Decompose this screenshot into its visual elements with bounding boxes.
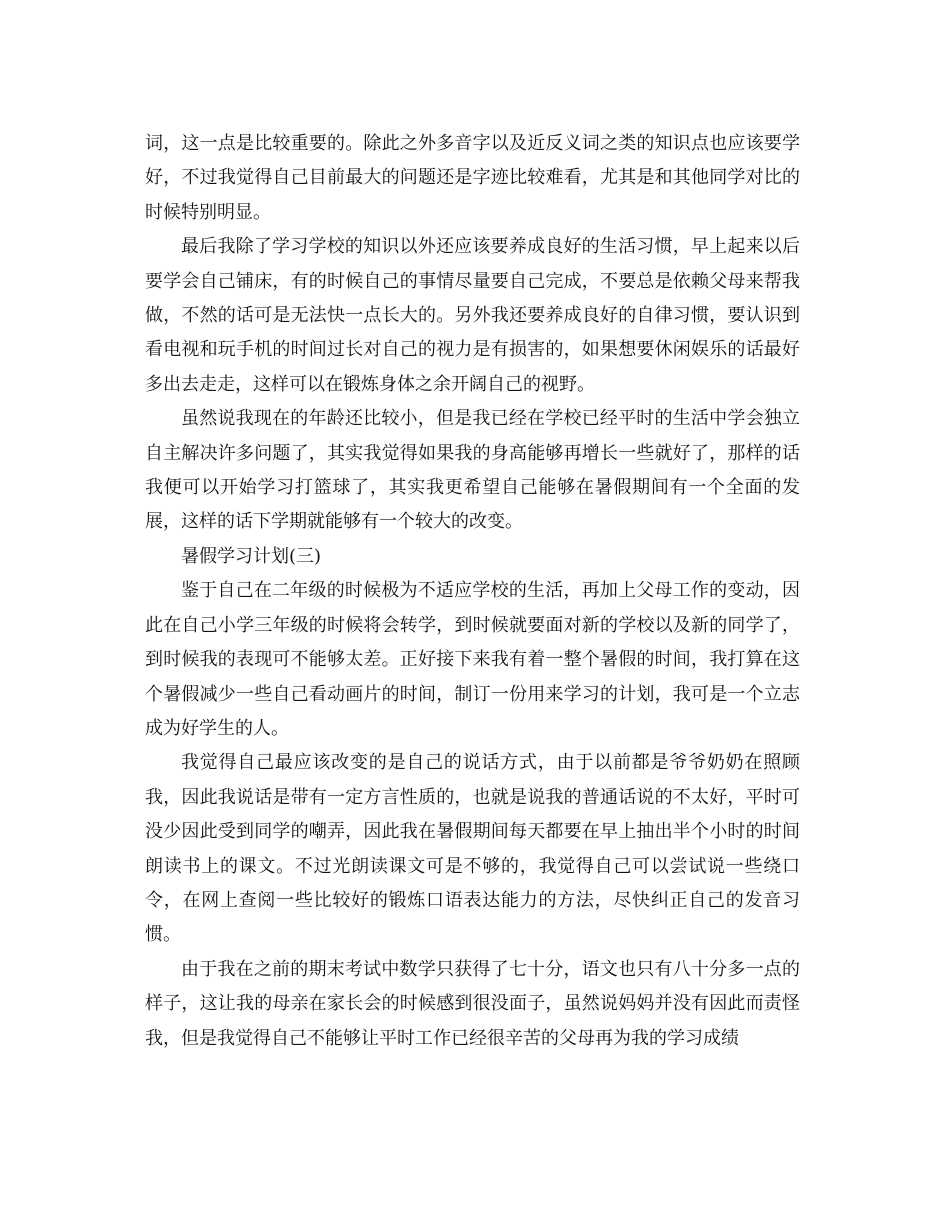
paragraph-transfer-school: 鉴于自己在二年级的时候极为不适应学校的生活，再加上父母工作的变动，因此在自己小学三年级的时候将会转学，到时候就要面对新的学校以及新的同学了，到时候我的表现可不能够太差。正好接下来我有着一整个暑假的时间，我打算在这个暑假减少一些自己看动画片的时间，制订一份用来学习的计划，我可是一个立志成为好学生的人。 [145, 580, 800, 739]
paragraph-growth: 虽然说我现在的年龄还比较小，但是我已经在学校已经平时的生活中学会独立自主解决许多问题了，其实我觉得如果我的身高能够再增长一些就好了，那样的话我便可以开始学习打篮球了，其实我更希望自己能够在暑假期间有一个全面的发展，这样的话下学期就能够有一个较大的改变。 [145, 408, 800, 533]
paragraph-continuation: 词，这一点是比较重要的。除此之外多音字以及近反义词之类的知识点也应该要学好，不过我觉得自己目前最大的问题还是字迹比较难看，尤其是和其他同学对比的时候特别明显。 [145, 133, 800, 223]
paragraph-grades: 由于我在之前的期末考试中数学只获得了七十分，语文也只有八十分多一点的样子，这让我的母亲在家长会的时候感到很没面子，虽然说妈妈并没有因此而责怪我，但是我觉得自己不能够让平时工作已经很辛苦的父母再为我的学习成绩 [145, 958, 800, 1049]
paragraph-speaking: 我觉得自己最应该改变的是自己的说话方式，由于以前都是爷爷奶奶在照顾我，因此我说话是带有一定方言性质的，也就是说我的普通话说的不太好，平时可没少因此受到同学的嘲弄，因此我在暑假期间每天都要在早上抽出半个小时的时间朗读书上的课文。不过光朗读课文可是不够的，我觉得自己可以尝试说一些绕口令，在网上查阅一些比较好的锻炼口语表达能力的方法，尽快纠正自己的发音习惯。 [145, 752, 800, 946]
paragraph-living-habits: 最后我除了学习学校的知识以外还应该要养成良好的生活习惯，早上起来以后要学会自己铺床，有的时候自己的事情尽量要自己完成，不要总是依赖父母来帮我做，不然的话可是无法快一点长大的。另外我还要养成良好的自律习惯，要认识到看电视和玩手机的时间过长对自己的视力是有损害的，如果想要休闲娱乐的话最好多出去走走，这样可以在锻炼身体之余开阔自己的视野。 [145, 236, 800, 395]
document-body [145, 127, 800, 1056]
section-heading: 暑假学习计划(三) [181, 545, 322, 567]
